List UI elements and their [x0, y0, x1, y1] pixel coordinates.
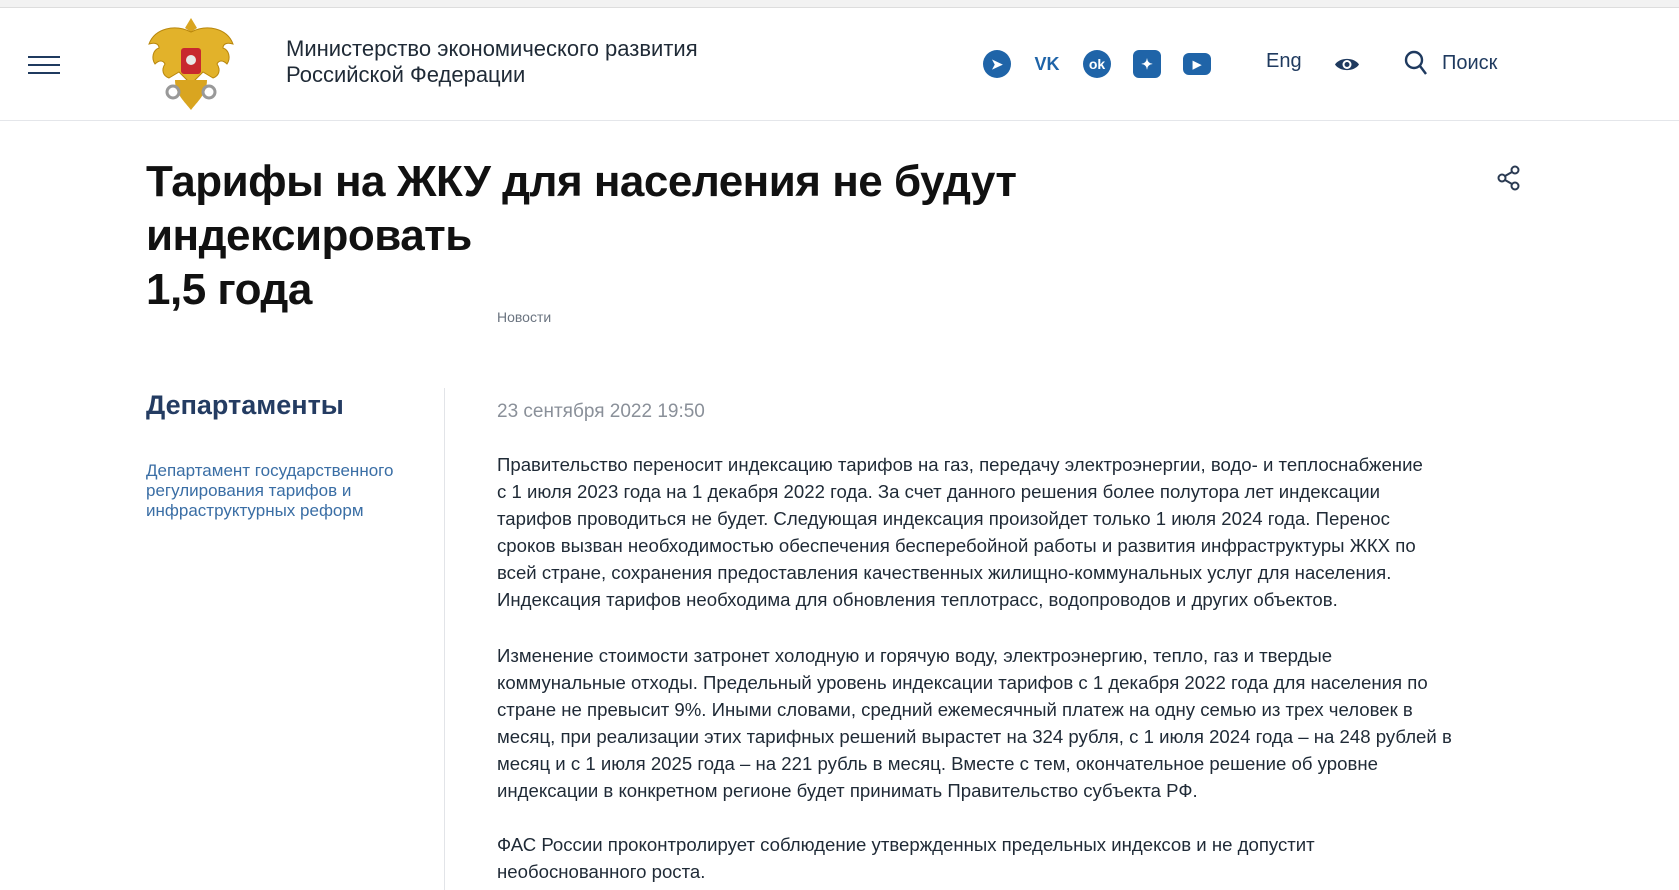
text-line: с 1 июля 2023 года на 1 декабря 2022 года. За счет данного решения более полутора лет индексации — [497, 481, 1381, 502]
text-line: индексации в конкретном регионе будет принимать Правительство субъекта РФ. — [497, 780, 1198, 801]
ministry-name[interactable] — [286, 36, 698, 88]
language-switch[interactable]: Eng — [1266, 50, 1302, 72]
text-line: Индексация тарифов необходима для обновления теплотрасс, водопроводов и других объектов. — [497, 589, 1338, 610]
text-line: Изменение стоимости затронет холодную и горячую воду, электроэнергию, тепло, газ и твердые — [497, 645, 1333, 666]
ministry-name-line2: Российской Федерации — [286, 62, 526, 87]
site-header — [0, 8, 1679, 121]
odnoklassniki-icon[interactable]: ok — [1083, 50, 1111, 78]
vk-icon[interactable]: VK — [1034, 53, 1060, 74]
browser-bookmarks-strip — [0, 0, 1679, 8]
department-link[interactable]: Департамент государственного регулирования тарифов и инфраструктурных реформ — [146, 461, 394, 520]
article-title-line2: 1,5 года — [146, 265, 312, 314]
article-paragraph-3 — [497, 831, 1527, 885]
text-line: всей стране, сохранения предоставления качественных жилищно-коммунальных услуг для населения. — [497, 562, 1392, 583]
departments-heading: Департаменты — [146, 390, 344, 420]
text-line: Правительство переносит индексацию тарифов на газ, передачу электроэнергии, водо- и теплоснабжение — [497, 454, 1423, 475]
dzen-icon[interactable]: ✦ — [1133, 50, 1161, 78]
text-line: необоснованного роста. — [497, 861, 706, 882]
text-line: стране не превысит 9%. Иными словами, средний ежемесячный платеж на одну семью из трех человек в — [497, 699, 1413, 720]
share-icon[interactable] — [1496, 164, 1522, 192]
accessibility-eye-icon[interactable] — [1334, 56, 1360, 73]
article-paragraph-1 — [497, 451, 1527, 613]
breadcrumb-news[interactable]: Новости — [497, 309, 552, 325]
text-line: тарифов проводиться не будет. Следующая индексация произойдет только 1 июля 2024 года. Перенос — [497, 508, 1390, 529]
column-divider — [444, 388, 445, 890]
article-title-line1: Тарифы на ЖКУ для населения не будут индексировать — [146, 157, 1017, 260]
text-line: месяц, при реализации этих тарифных решений вырастет на 324 рубля, с 1 июля 2024 года – на 248 рублей в — [497, 726, 1452, 747]
ministry-name-line1: Министерство экономического развития — [286, 36, 698, 61]
menu-icon[interactable] — [28, 56, 60, 76]
youtube-icon[interactable]: ▶ — [1183, 53, 1211, 75]
text-line: месяц и с 1 июля 2025 года – на 221 рубль в месяц. Вместе с тем, окончательное решение об уровне — [497, 753, 1378, 774]
search-label: Поиск — [1442, 51, 1498, 74]
article-title — [146, 155, 1246, 317]
text-line: сроков вызван необходимостью обеспечения бесперебойной работы и развития инфраструктуры ЖКХ по — [497, 535, 1416, 556]
telegram-icon[interactable]: ➤ — [983, 50, 1011, 78]
search-icon — [1404, 50, 1428, 76]
coat-of-arms-logo[interactable] — [145, 14, 237, 114]
article-date: 23 сентября 2022 19:50 — [497, 401, 705, 422]
search-button[interactable] — [1404, 50, 1497, 76]
text-line: коммунальные отходы. Предельный уровень индексации тарифов с 1 декабря 2022 года для населения по — [497, 672, 1428, 693]
text-line: ФАС России проконтролирует соблюдение утвержденных предельных индексов и не допустит — [497, 834, 1315, 855]
article-paragraph-2 — [497, 642, 1527, 804]
